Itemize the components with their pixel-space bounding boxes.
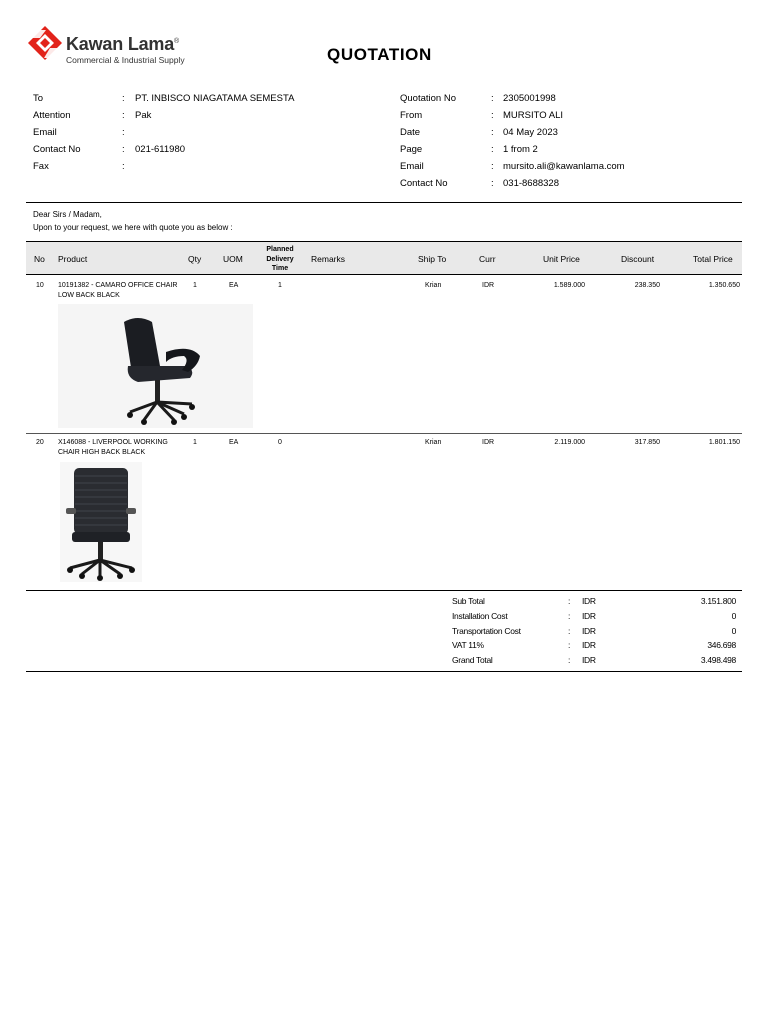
col-header-product: Product [58, 254, 88, 264]
quotation-no-label: Quotation No [400, 93, 456, 104]
date-label: Date [400, 127, 421, 138]
company-tagline: Commercial & Industrial Supply [66, 55, 185, 65]
vat-label: VAT 11% [452, 640, 484, 650]
date-value: 04 May 2023 [503, 127, 558, 138]
sender-contact-label: Contact No [400, 178, 448, 189]
email-label: Email [33, 127, 57, 138]
vat-amount: 346.698 [707, 640, 736, 650]
greeting-line-1: Dear Sirs / Madam, [33, 210, 102, 219]
fax-colon: : [122, 161, 125, 172]
subtotal-colon: : [568, 596, 571, 606]
to-value: PT. INBISCO NIAGATAMA SEMESTA [135, 93, 295, 104]
fax-label: Fax [33, 161, 49, 172]
greeting-line-2: Upon to your request, we here with quote you as below : [33, 223, 233, 232]
page-colon: : [491, 144, 494, 155]
contact-no-value: 021-611980 [135, 144, 186, 155]
item-total-price: 1.801.150 [708, 439, 740, 446]
item-no: 10 [36, 282, 44, 289]
sender-contact-value: 031-8688328 [503, 178, 559, 189]
sender-email-colon: : [491, 161, 494, 172]
kawan-lama-logo-icon [26, 24, 64, 64]
liverpool-chair-image [60, 462, 142, 582]
attention-label: Attention [33, 110, 71, 121]
item-qty: 1 [193, 282, 197, 289]
contact-no-label: Contact No [33, 144, 81, 155]
col-header-unit-price: Unit Price [543, 254, 580, 264]
installation-cost-amount: 0 [731, 611, 736, 621]
header-divider [26, 202, 742, 203]
item-ship-to: Krian [425, 439, 442, 446]
camaro-chair-image [58, 304, 253, 428]
to-label: To [33, 93, 44, 104]
item-unit-price: 1.589.000 [553, 282, 585, 289]
grand-total-label: Grand Total [452, 655, 493, 665]
transportation-cost-label: Transportation Cost [452, 626, 521, 636]
vat-colon: : [568, 640, 571, 650]
installation-cost-label: Installation Cost [452, 611, 508, 621]
grand-total-colon: : [568, 655, 571, 665]
item-qty: 1 [193, 439, 197, 446]
email-colon: : [122, 127, 125, 138]
quotation-no-value: 2305001998 [503, 93, 556, 104]
trademark-symbol: ® [174, 38, 180, 45]
item-product: 10191382 - CAMARO OFFICE CHAIR LOW BACK BLACK [58, 282, 178, 299]
sender-email-value: mursito.ali@kawanlama.com [503, 161, 625, 172]
attention-value: Pak [135, 110, 152, 121]
date-colon: : [491, 127, 494, 138]
col-header-ship-to: Ship To [418, 254, 447, 264]
item-no: 20 [36, 439, 44, 446]
sender-email-label: Email [400, 161, 424, 172]
subtotal-currency: IDR [582, 596, 596, 606]
attention-colon: : [122, 110, 125, 121]
item-ship-to: Krian [425, 282, 442, 289]
from-value: MURSITO ALI [503, 110, 564, 121]
installation-cost-colon: : [568, 611, 571, 621]
from-label: From [400, 110, 423, 121]
transportation-cost-currency: IDR [582, 626, 596, 636]
item-discount: 317.850 [634, 439, 660, 446]
row-divider [26, 433, 742, 434]
company-name: Kawan Lama® [66, 34, 180, 54]
totals-top-divider [26, 590, 742, 591]
transportation-cost-amount: 0 [731, 626, 736, 636]
item-discount: 238.350 [634, 282, 660, 289]
col-header-remarks: Remarks [311, 254, 346, 264]
col-header-curr: Curr [479, 254, 496, 264]
page-label: Page [400, 144, 423, 155]
col-header-qty: Qty [188, 254, 202, 264]
quotation-no-colon: : [491, 93, 494, 104]
transportation-cost-colon: : [568, 626, 571, 636]
item-currency: IDR [482, 282, 495, 289]
page-value: 1 from 2 [503, 144, 538, 155]
col-header-no: No [34, 254, 45, 264]
vat-currency: IDR [582, 640, 596, 650]
col-header-planned-delivery-time: Planned Delivery Time [266, 246, 294, 272]
col-header-total-price: Total Price [693, 254, 733, 264]
subtotal-amount: 3.151.800 [700, 596, 736, 606]
document-title: QUOTATION [327, 45, 432, 64]
item-uom: EA [229, 282, 239, 289]
to-colon: : [122, 93, 125, 104]
contact-no-colon: : [122, 144, 125, 155]
installation-cost-currency: IDR [582, 611, 596, 621]
from-colon: : [491, 110, 494, 121]
item-unit-price: 2.119.000 [554, 439, 585, 446]
item-total-price: 1.350.650 [708, 282, 740, 289]
items-table-header [26, 241, 742, 275]
item-planned-delivery-time: 0 [278, 439, 282, 446]
item-planned-delivery-time: 1 [278, 282, 282, 289]
item-product: X146088 - LIVERPOOL WORKING CHAIR HIGH BACK BLACK [58, 439, 168, 456]
sender-contact-colon: : [491, 178, 494, 189]
totals-bottom-divider [26, 671, 742, 672]
item-currency: IDR [482, 439, 495, 446]
col-header-discount: Discount [621, 254, 655, 264]
col-header-uom: UOM [223, 254, 243, 264]
grand-total-amount: 3.498.498 [700, 655, 736, 665]
grand-total-currency: IDR [582, 655, 596, 665]
item-uom: EA [229, 439, 239, 446]
subtotal-label: Sub Total [452, 596, 485, 606]
